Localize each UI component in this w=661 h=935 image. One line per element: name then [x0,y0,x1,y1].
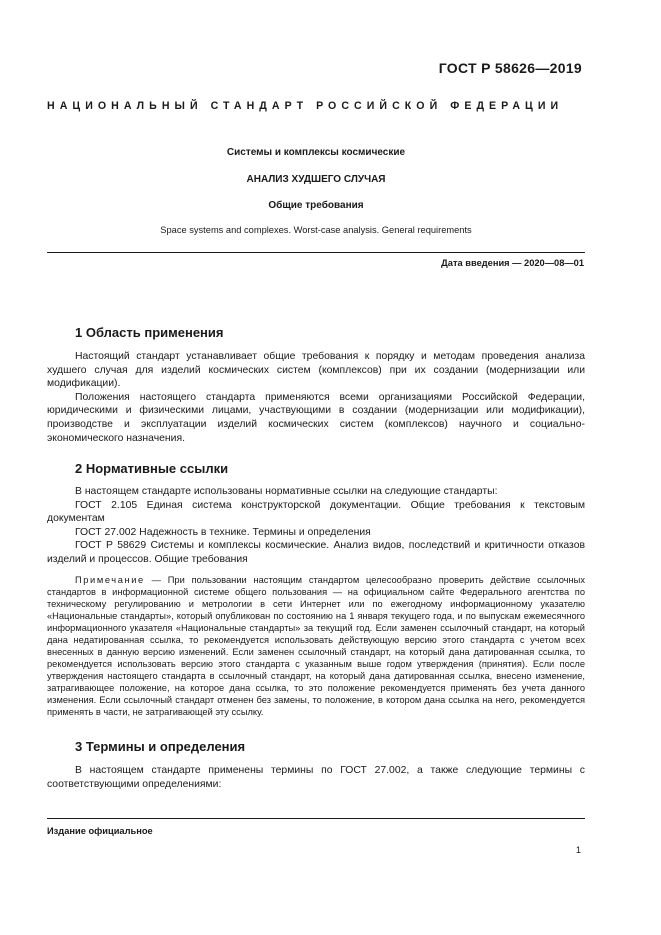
section-2-heading: 2 Нормативные ссылки [75,461,229,476]
section-3-body [47,764,585,791]
section-2-reference-3: ГОСТ Р 58629 Системы и комплексы космические. Анализ видов, последствий и критичности отказов изделий и процессов. Общие требования [47,540,585,565]
national-standard-banner: НАЦИОНАЛЬНЫЙ СТАНДАРТ РОССИЙСКОЙ ФЕДЕРАЦИИ [47,100,564,112]
section-2-paragraph-1: В настоящем стандарте использованы нормативные ссылки на следующие стандарты: [75,486,498,497]
title-line-2: АНАЛИЗ ХУДШЕГО СЛУЧАЯ [246,174,386,185]
note-text: — При пользовании настоящим стандартом целесообразно проверить действие ссылочных стандартов в информационной системе общего пользования — на официальном сайте Федерального агентства по техническому регулированию и метрологии в сети Интернет или по ежегодному информационному указателю «Национальные стандарты», который опубликован по состоянию на 1 января текущего года, и по выпускам ежемесячного информационного указателя «Национальные стандарты» за текущий год. Если заменен ссылочный стандарт, на который дана недатированная ссылка, то рекомендуется использовать действующую версию этого стандарта с учетом всех внесенных в данную версию изменений. Если заменен ссылочный стандарт, на который дана датированная ссылка, то рекомендуется использовать версию этого стандарта с указанным выше годом утверждения (принятия). Если после утверждения настоящего стандарта в ссылочный стандарт, на который дана датированная ссылка, внесено изменение, затрагивающее положение, на которое дана ссылка, то это положение рекомендуется применять без учета данного изменения. Если ссылочный стандарт отменен без замены, то положение, в котором дана ссылка на него, рекомендуется применять в части, не затрагивающей эту ссылку. [47,575,585,717]
section-2-reference-2: ГОСТ 27.002 Надежность в технике. Термины и определения [75,526,371,538]
section-2-note [47,574,585,718]
official-edition-label: Издание официальное [47,826,153,836]
introduction-date: Дата введения — 2020—08—01 [441,258,584,268]
section-3-paragraph-1: В настоящем стандарте применены термины по ГОСТ 27.002, а также следующие термины с соответствующими определениями: [47,765,585,790]
title-line-1: Системы и комплексы космические [226,147,406,158]
footer-divider [47,818,585,819]
section-1-paragraph-2: Положения настоящего стандарта применяются всеми организациями Российской Федерации, юридическими и физическими лицами, участвующими в создании (модернизации или модификации), производстве и эксплуатации изделий космических систем (комплексов) научного и социально-экономического назначения. [47,391,585,444]
section-2-body [47,485,585,567]
title-divider [47,252,585,253]
section-1-body [47,350,585,445]
section-1-paragraph-1: Настоящий стандарт устанавливает общие требования к порядку и методам проведения анализа худшего случая для изделий космических систем (комплексов) при их создании (модернизации или модификации). [47,351,585,390]
note-label: Примечание [75,575,145,585]
section-2-reference-1: ГОСТ 2.105 Единая система конструкторской документации. Общие требования к текстовым документам [47,499,585,525]
document-number: ГОСТ Р 58626—2019 [438,60,582,76]
section-1-heading: 1 Область применения [75,325,224,340]
title-english: Space systems and complexes. Worst-case analysis. General requirements [160,225,472,235]
page-number: 1 [575,845,581,855]
title-line-3: Общие требования [268,200,364,211]
section-3-heading: 3 Термины и определения [75,739,246,754]
